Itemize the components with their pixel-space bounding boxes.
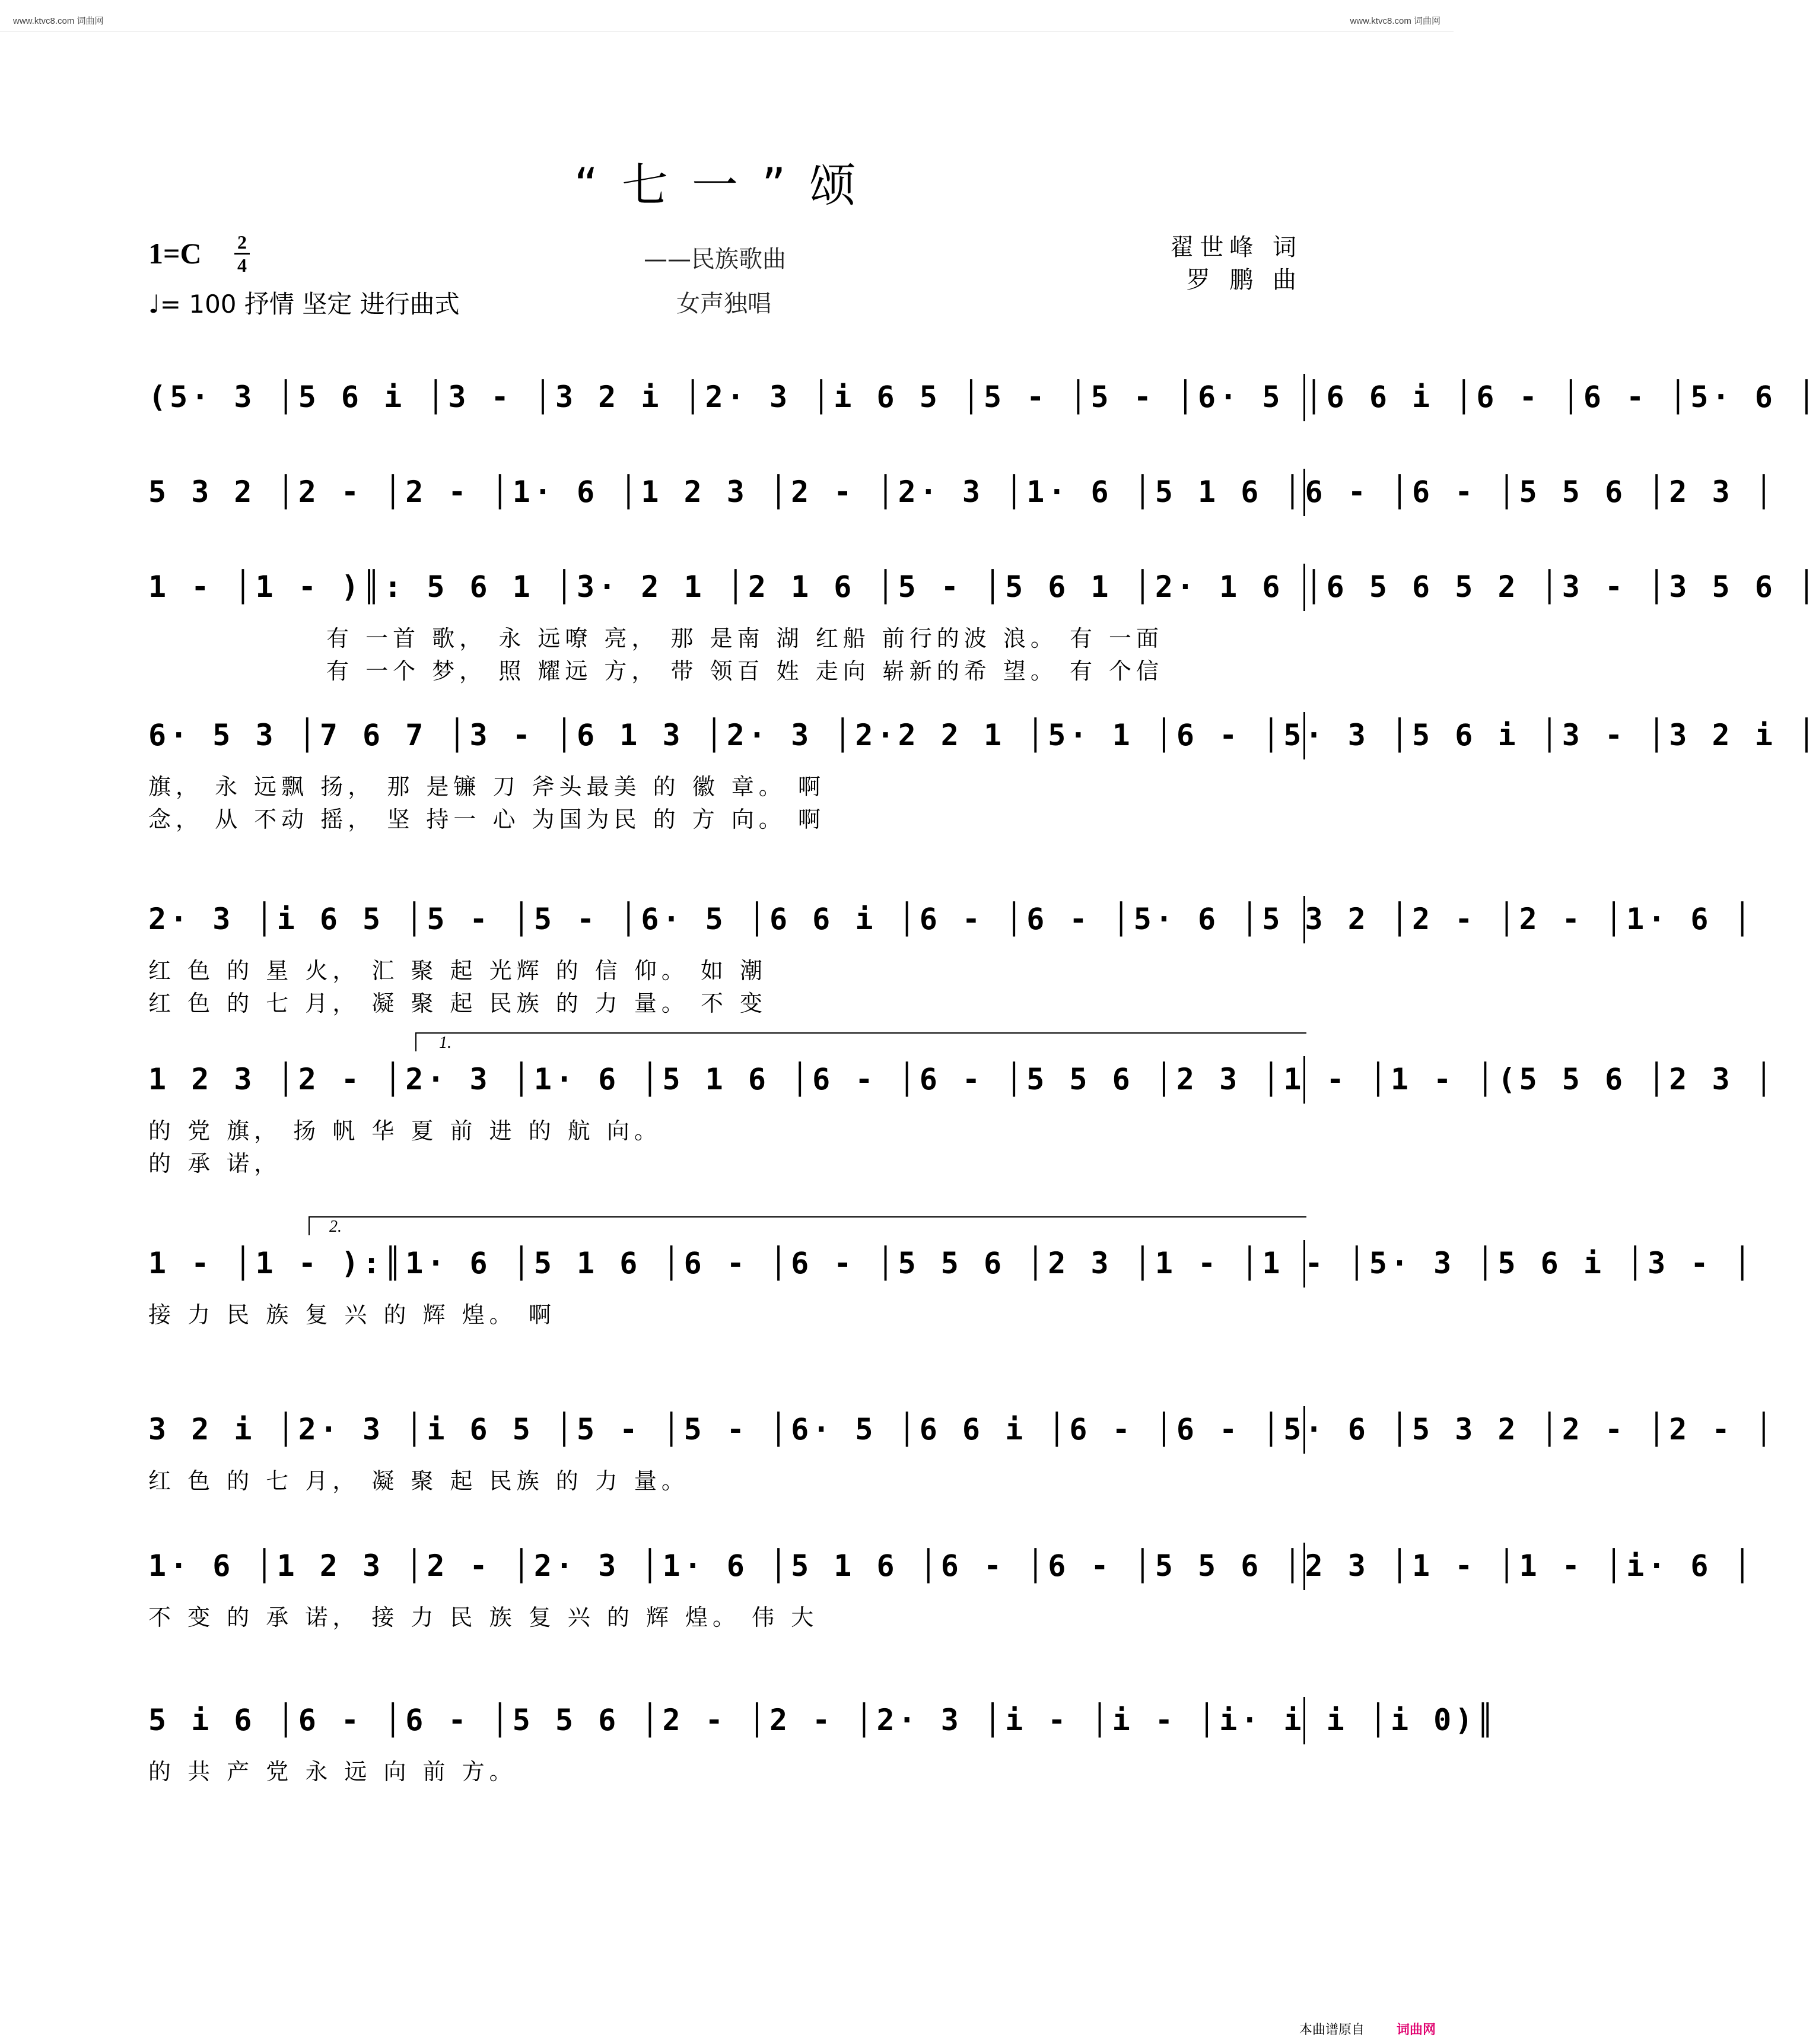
time-signature <box>234 233 250 275</box>
score-system <box>148 1388 1776 1531</box>
lyricist-credit: 翟世峰 词 <box>1170 234 1302 261</box>
footer-label: 本曲谱原自 <box>1299 2023 1365 2037</box>
system-end-barline <box>1303 469 1305 516</box>
lyric-line: 的 党 旗， 扬 帆 华 夏 前 进 的 航 向。 <box>148 1118 662 1144</box>
notation-line: 1 - │1 - )║: 5 6 1 │3· 2 1 │2 1 6 │5 - │5 6 1 │2· 1 6 │6 5 6 5 2 │3 - │3 5 6 │ <box>148 570 1819 604</box>
score-system <box>148 878 1755 1021</box>
lyric-line: 有 一首 歌， 永 远嘹 亮， 那 是南 湖 红船 前行的波 浪。 有 一面 <box>326 625 1164 651</box>
lyric-line: 念， 从 不动 摇， 坚 持一 心 为国为民 的 方 向。 啊 <box>148 806 825 832</box>
site-header-left: www.ktvc8.com 词曲网 <box>13 16 104 26</box>
notation-line: (5· 3 │5 6 i │3 - │3 2 i │2· 3 │i 6 5 │5 - │5 - │6· 5 │6 6 i │6 - │6 - │5· 6 │ <box>148 380 1819 414</box>
lyric-line: 红 色 的 星 火， 汇 聚 起 光辉 的 信 仰。 如 潮 <box>148 958 768 984</box>
system-end-barline <box>1303 1406 1305 1454</box>
system-end-barline <box>1303 1056 1305 1104</box>
system-end-barline <box>1303 564 1305 611</box>
volta-label: 2. <box>329 1218 342 1236</box>
notation-line: 1· 6 │1 2 3 │2 - │2· 3 │1· 6 │5 1 6 │6 - │6 - │5 5 6 │2 3 │1 - │1 - │i· 6 │ <box>148 1549 1755 1583</box>
notation-line: 5 3 2 │2 - │2 - │1· 6 │1 2 3 │2 - │2· 3 │1· 6 │5 1 6 │6 - │6 - │5 5 6 │2 3 │ <box>148 475 1776 509</box>
lyric-line: 红 色 的 七 月， 凝 聚 起 民族 的 力 量。 <box>148 1468 689 1494</box>
score-system <box>148 546 1819 688</box>
key-signature: 1=C <box>148 237 202 270</box>
system-end-barline <box>1303 1240 1305 1288</box>
score-system <box>148 1525 1755 1667</box>
site-header-right: www.ktvc8.com 词曲网 <box>1350 16 1440 26</box>
system-end-barline <box>1303 374 1305 421</box>
system-end-barline <box>1303 896 1305 943</box>
footer-brand: 词曲网 <box>1396 2023 1436 2037</box>
lyric-line: 红 色 的 七 月， 凝 聚 起 民族 的 力 量。 不 变 <box>148 990 768 1016</box>
system-end-barline <box>1303 1543 1305 1590</box>
score-system <box>148 694 1819 837</box>
voice-type: 女声独唱 <box>676 290 771 317</box>
tempo-marking: ♩= 100 抒情 坚定 进行曲式 <box>148 290 460 319</box>
score-system <box>148 1679 1498 1822</box>
notation-line: 5 i 6 │6 - │6 - │5 5 6 │2 - │2 - │2· 3 │i - │i - │i· i i │i 0)║ <box>148 1703 1498 1737</box>
lyric-line: 不 变 的 承 诺， 接 力 民 族 复 兴 的 辉 煌。 伟 大 <box>148 1604 819 1630</box>
score-system <box>148 1034 1776 1181</box>
notation-line: 3 2 i │2· 3 │i 6 5 │5 - │5 - │6· 5 │6 6 i │6 - │6 - │5· 6 │5 3 2 │2 - │2 - │ <box>148 1412 1776 1447</box>
volta-bracket <box>415 1032 1306 1051</box>
lyric-line: 的 共 产 党 永 远 向 前 方。 <box>148 1759 517 1785</box>
lyric-line: 的 承 诺， <box>148 1150 282 1177</box>
song-subtitle: ——民族歌曲 <box>644 246 786 273</box>
system-end-barline <box>1303 1697 1305 1744</box>
left-watermark-strip <box>2 36 11 2020</box>
lyric-line: 旗， 永 远飘 扬， 那 是镰 刀 斧头最美 的 徽 章。 啊 <box>148 774 825 800</box>
lyric-line: 有 一个 梦， 照 耀远 方， 带 领百 姓 走向 崭新的希 望。 有 个信 <box>326 658 1164 684</box>
volta-bracket <box>309 1216 1306 1235</box>
score-system <box>148 1218 1755 1365</box>
notation-line: 6· 5 3 │7 6 7 │3 - │6 1 3 │2· 3 │2·2 2 1 │5· 1 │6 - │5· 3 │5 6 i │3 - │3 2 i │ <box>148 718 1819 752</box>
lyric-line: 接 力 民 族 复 兴 的 辉 煌。 啊 <box>148 1302 556 1328</box>
volta-label: 1. <box>439 1034 451 1052</box>
system-end-barline <box>1303 712 1305 759</box>
time-denominator: 4 <box>237 255 247 276</box>
time-numerator: 2 <box>237 231 247 253</box>
composer-credit: 罗 鹏 曲 <box>1186 266 1302 294</box>
song-title: “七一”颂 <box>574 159 880 212</box>
notation-line: 1 - │1 - ):║1· 6 │5 1 6 │6 - │6 - │5 5 6 │2 3 │1 - │1 - │5· 3 │5 6 i │3 - │ <box>148 1246 1755 1280</box>
notation-line: 1 2 3 │2 - │2· 3 │1· 6 │5 1 6 │6 - │6 - │5 5 6 │2 3 │1 - │1 - │(5 5 6 │2 3 │ <box>148 1062 1776 1096</box>
notation-line: 2· 3 │i 6 5 │5 - │5 - │6· 5 │6 6 i │6 - │6 - │5· 6 │5 3 2 │2 - │2 - │1· 6 │ <box>148 902 1755 936</box>
